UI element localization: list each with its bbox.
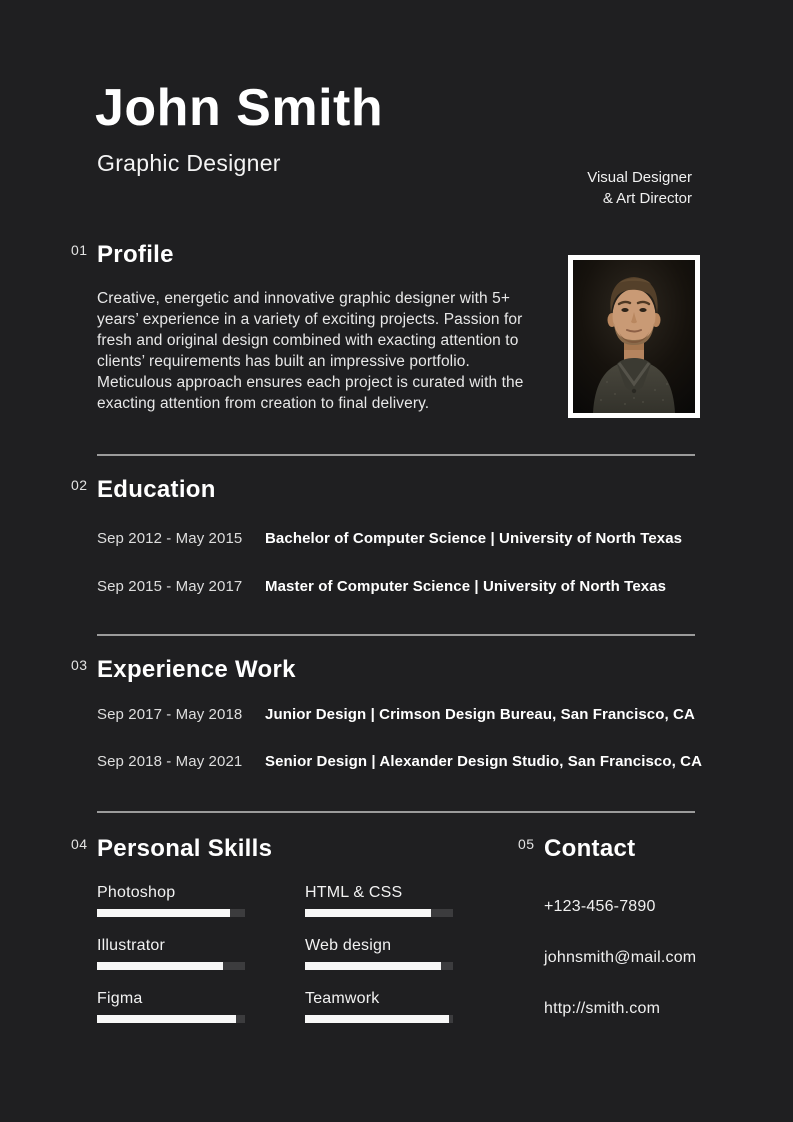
profile-photo [568, 255, 700, 418]
skill-item [97, 937, 297, 970]
skills-column-right [305, 884, 505, 1043]
section-title-profile: Profile [97, 241, 174, 268]
experience-row [97, 706, 695, 723]
section-profile-header [71, 241, 174, 269]
skill-bar [97, 962, 245, 970]
person-role: Graphic Designer [97, 150, 281, 176]
section-title-experience: Experience Work [97, 656, 296, 683]
skill-label: HTML & CSS [305, 884, 403, 901]
portrait-image [573, 260, 695, 413]
tagline-line2: & Art Director [602, 190, 692, 207]
skill-item [305, 990, 505, 1023]
skill-label: Photoshop [97, 884, 176, 901]
contact-website[interactable]: http://smith.com [544, 1000, 661, 1017]
section-skills-header [71, 835, 272, 863]
skill-bar-fill [305, 909, 431, 917]
experience-dates: Sep 2018 - May 2021 [97, 753, 243, 770]
skill-bar [305, 909, 453, 917]
section-title-education: Education [97, 476, 216, 503]
section-title-contact: Contact [544, 835, 636, 862]
section-number: 04 [71, 836, 88, 852]
skill-item [97, 884, 297, 917]
section-education-header [71, 476, 216, 504]
education-dates: Sep 2015 - May 2017 [97, 578, 243, 595]
tagline-line1: Visual Designer [587, 169, 692, 186]
skill-label: Figma [97, 990, 143, 1007]
skill-label: Teamwork [305, 990, 380, 1007]
tagline [587, 167, 692, 209]
section-title-skills: Personal Skills [97, 835, 273, 862]
skill-label: Web design [305, 937, 392, 954]
skill-item [305, 884, 505, 917]
profile-summary: Creative, energetic and innovative graphic designer with 5+ years’ experience in a variety of exciting projects. Passion for fresh and original design combined with exacting attention to clients’ requirements has built an impressive portfolio. Meticulous approach ensures each project is curated with the exacting attention from creation to final delivery. [97, 290, 524, 412]
skill-bar-fill [97, 962, 223, 970]
education-dates: Sep 2012 - May 2015 [97, 530, 243, 547]
skill-bar-fill [305, 962, 441, 970]
experience-position: Junior Design | Crimson Design Bureau, San Francisco, CA [265, 706, 695, 723]
skills-column-left [97, 884, 297, 1043]
skill-bar [305, 962, 453, 970]
education-row [97, 530, 682, 547]
section-number: 05 [518, 836, 535, 852]
skill-bar [97, 909, 245, 917]
skill-bar [97, 1015, 245, 1023]
experience-row [97, 753, 702, 770]
skill-bar-fill [97, 909, 230, 917]
skill-label: Illustrator [97, 937, 165, 954]
divider [97, 811, 695, 813]
experience-position: Senior Design | Alexander Design Studio, San Francisco, CA [265, 753, 703, 770]
divider [97, 634, 695, 636]
contact-list [544, 898, 696, 1051]
divider [97, 454, 695, 456]
section-number: 03 [71, 657, 88, 673]
person-name: John Smith [95, 79, 384, 137]
skill-item [305, 937, 505, 970]
experience-dates: Sep 2017 - May 2018 [97, 706, 243, 723]
contact-email[interactable]: johnsmith@mail.com [544, 949, 697, 966]
education-degree: Master of Computer Science | University of North Texas [265, 578, 667, 595]
section-number: 01 [71, 242, 88, 258]
education-degree: Bachelor of Computer Science | University of North Texas [265, 530, 683, 547]
section-experience-header [71, 656, 296, 684]
section-number: 02 [71, 477, 88, 493]
skill-bar-fill [97, 1015, 236, 1023]
education-row [97, 578, 666, 595]
contact-phone: +123-456-7890 [544, 898, 656, 915]
skill-bar [305, 1015, 453, 1023]
section-contact-header [518, 835, 635, 863]
skill-bar-fill [305, 1015, 449, 1023]
skill-item [97, 990, 297, 1023]
